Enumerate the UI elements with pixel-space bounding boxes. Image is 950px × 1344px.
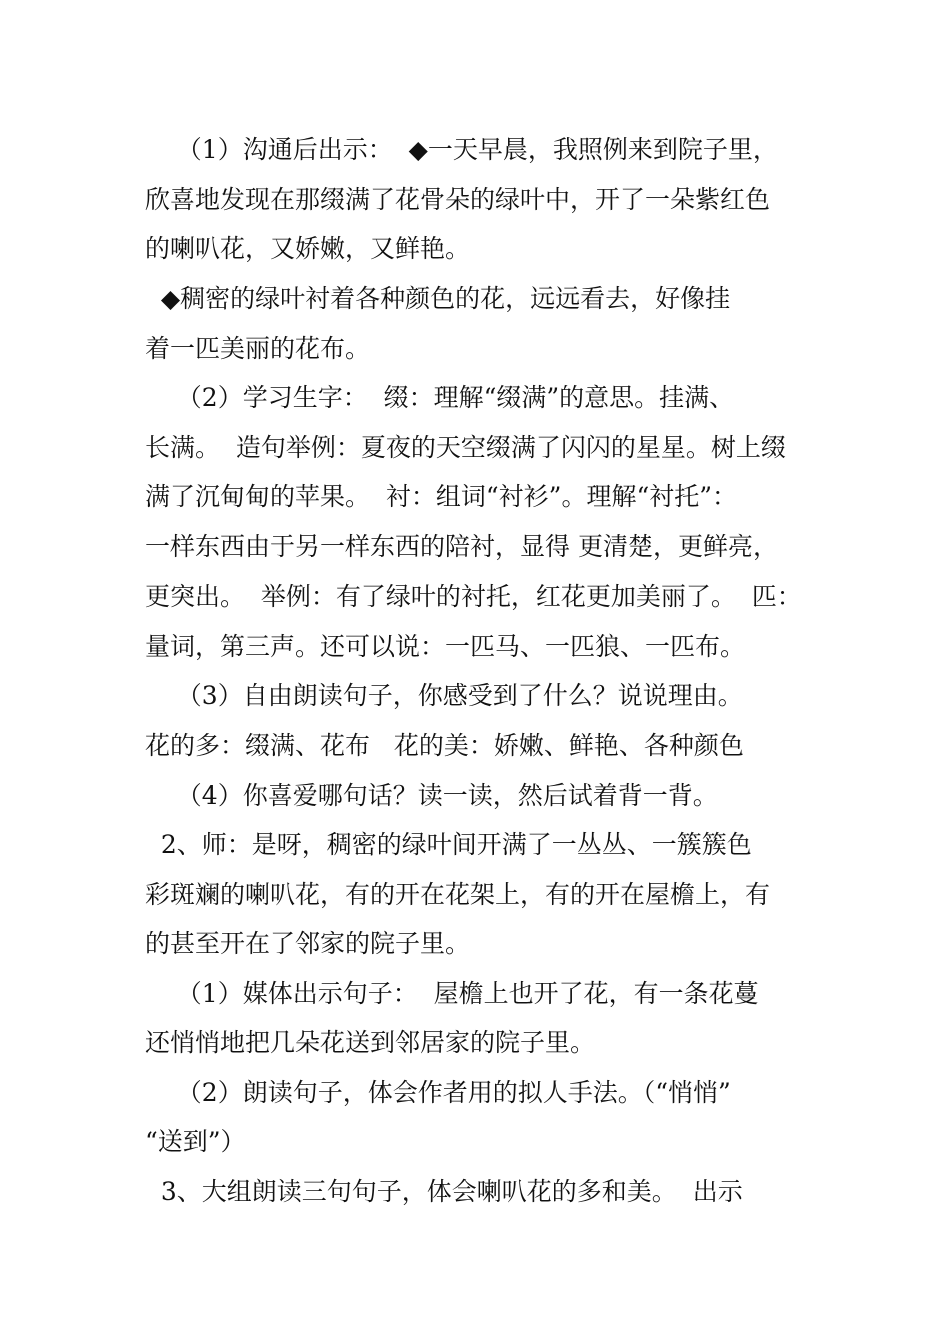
text-line: 还悄悄地把几朵花送到邻居家的院子里。 <box>145 1028 596 1057</box>
text-line: 一样东西由于另一样东西的陪衬，显得 更清楚，更鲜亮， <box>145 532 778 561</box>
text-line: 2、师：是呀，稠密的绿叶间开满了一丛丛、一簇簇色 <box>145 830 752 859</box>
text-line: （2）学习生字： 缀：理解“缀满”的意思。挂满、 <box>145 383 735 412</box>
text-line: 量词，第三声。还可以说：一匹马、一匹狼、一匹布。 <box>145 632 746 661</box>
text-line: 3、大组朗读三句句子，体会喇叭花的多和美。 出示 <box>145 1177 743 1206</box>
text-line: 满了沉甸甸的苹果。 衬：组词“衬衫”。理解“衬托”： <box>145 482 738 511</box>
text-line: 花的多：缀满、花布 花的美：娇嫩、鲜艳、各种颜色 <box>145 731 744 760</box>
text-line: （2）朗读句子，体会作者用的拟人手法。（“悄悄” <box>145 1078 731 1107</box>
text-line: “送到”） <box>145 1127 246 1156</box>
text-line: ◆稠密的绿叶衬着各种颜色的花，远远看去，好像挂 <box>145 284 731 313</box>
text-line: 彩斑斓的喇叭花，有的开在花架上，有的开在屋檐上，有 <box>145 880 771 909</box>
text-line: （4）你喜爱哪句话？读一读，然后试着背一背。 <box>145 781 718 810</box>
text-line: 长满。 造句举例：夏夜的天空缀满了闪闪的星星。树上缀 <box>145 433 786 462</box>
text-line: 的甚至开在了邻家的院子里。 <box>145 929 471 958</box>
text-line: 欣喜地发现在那缀满了花骨朵的绿叶中，开了一朵紫红色 <box>145 185 771 214</box>
text-line: （1）媒体出示句子： 屋檐上也开了花，有一条花蔓 <box>145 979 759 1008</box>
text-line: 的喇叭花，又娇嫩，又鲜艳。 <box>145 234 471 263</box>
text-line: （3）自由朗读句子，你感受到了什么？说说理由。 <box>145 681 743 710</box>
text-line: （1）沟通后出示： ◆一天早晨，我照例来到院子里， <box>145 135 778 164</box>
text-line: 更突出。 举例：有了绿叶的衬托，红花更加美丽了。 匹： <box>145 582 802 611</box>
text-line: 着一匹美丽的花布。 <box>145 334 371 363</box>
